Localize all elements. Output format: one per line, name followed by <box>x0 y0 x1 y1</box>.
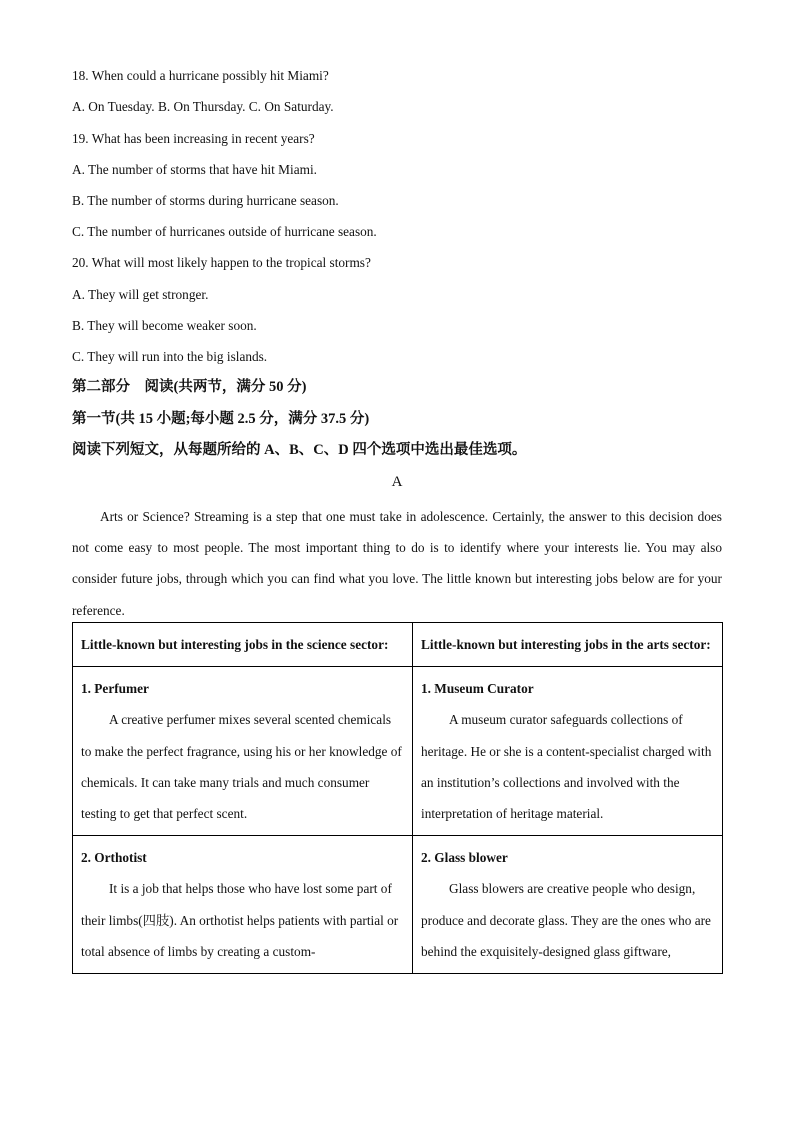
part-title: 第二部分 阅读(共两节，满分 50 分) <box>72 379 307 395</box>
question-20-stem: 20. What will most likely happen to the tropical storms? <box>72 255 371 270</box>
job-description: Glass blowers are creative people who design, produce and decorate glass. They are the ones who are behind the exquisitely-designed glass giftware, <box>421 881 711 959</box>
section-instruction: 阅读下列短文，从每题所给的 A、B、C、D 四个选项中选出最佳选项。 <box>72 442 527 458</box>
science-job-cell <box>73 836 413 974</box>
passage-intro-text: Arts or Science? Streaming is a step that one must take in adolescence. Certainly, the answer to this decision does not come easy to most people. The most important thing to do is to identify where your interests lie. You may also consider future jobs, through which you can find what you love. The little known but interesting jobs below are for your reference. <box>72 509 722 618</box>
job-title: 2. Orthotist <box>81 850 147 866</box>
arts-job-cell <box>413 836 723 974</box>
job-title: 2. Glass blower <box>421 850 508 866</box>
question-20-option-b: B. They will become weaker soon. <box>72 318 257 333</box>
job-title: 1. Perfumer <box>81 681 149 697</box>
job-description: A museum curator safeguards collections of heritage. He or she is a content-specialist charged with an institution’s collections and involved with the interpretation of heritage material. <box>421 712 712 822</box>
arts-header: Little-known but interesting jobs in the arts sector: <box>413 623 723 667</box>
jobs-table <box>72 622 723 974</box>
question-19-option-b: B. The number of storms during hurricane season. <box>72 193 339 208</box>
passage-label: A <box>391 474 403 490</box>
question-19-option-a: A. The number of storms that have hit Miami. <box>72 162 317 177</box>
arts-job-cell <box>413 667 723 836</box>
question-18-stem: 18. When could a hurricane possibly hit Miami? <box>72 68 329 83</box>
job-description: A creative perfumer mixes several scented chemicals to make the perfect fragrance, using his or her knowledge of chemicals. It can take many trials and much consumer testing to get that perfect scent. <box>81 712 402 822</box>
job-title: 1. Museum Curator <box>421 681 534 697</box>
table-row <box>73 667 723 836</box>
question-18-options: A. On Tuesday. B. On Thursday. C. On Saturday. <box>72 99 334 114</box>
question-20-option-c: C. They will run into the big islands. <box>72 349 268 364</box>
section-subtitle: 第一节(共 15 小题;每小题 2.5 分，满分 37.5 分) <box>72 411 370 427</box>
job-description: It is a job that helps those who have lost some part of their limbs(四肢). An orthotist helps patients with partial or total absence of limbs by creating a custom- <box>81 881 399 959</box>
question-19-stem: 19. What has been increasing in recent years? <box>72 131 315 146</box>
table-row <box>73 836 723 974</box>
passage-intro <box>72 501 722 626</box>
science-header: Little-known but interesting jobs in the science sector: <box>73 623 413 667</box>
science-job-cell <box>73 667 413 836</box>
question-20-option-a: A. They will get stronger. <box>72 287 209 302</box>
table-header-row <box>73 623 723 667</box>
question-19-option-c: C. The number of hurricanes outside of hurricane season. <box>72 224 377 239</box>
